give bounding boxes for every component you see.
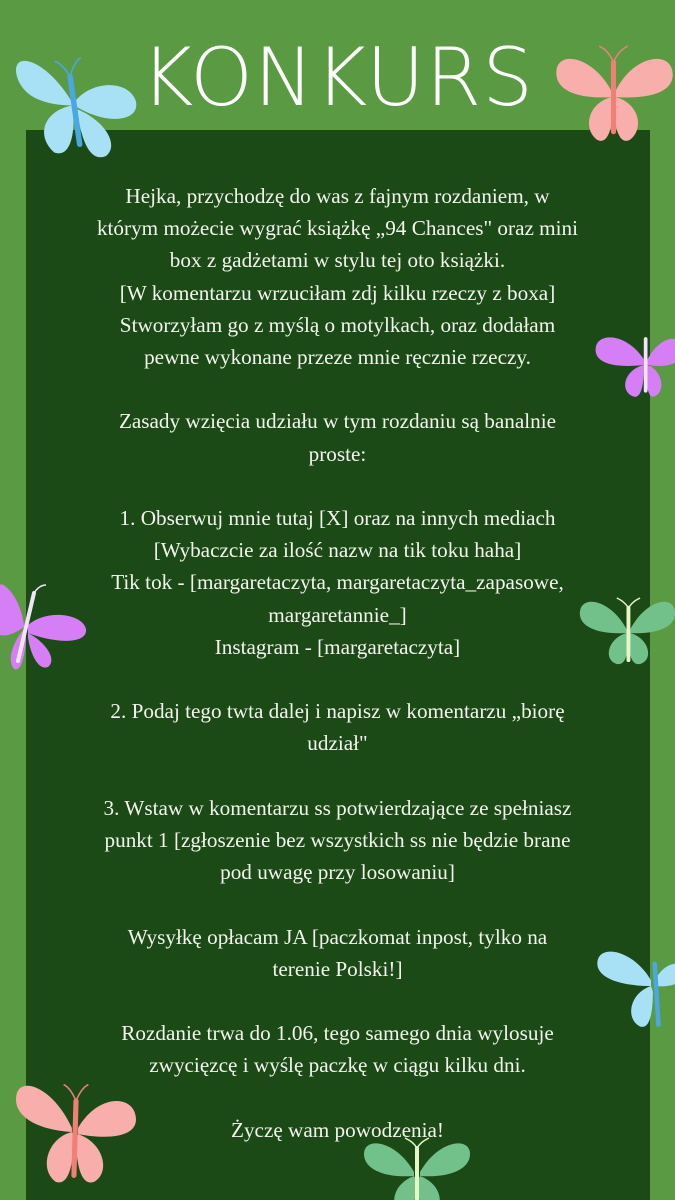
spacer bbox=[40, 373, 635, 405]
shipping-line: terenie Polski!] bbox=[272, 956, 403, 981]
rules-intro-line: proste: bbox=[308, 441, 367, 466]
post-content bbox=[40, 180, 635, 1146]
butterfly-icon bbox=[12, 1072, 140, 1190]
rule3-line: 3. Wstaw w komentarzu ss potwierdzające ze spełniasz bbox=[103, 795, 572, 820]
intro-line: Stworzyłam go z myślą o motylkach, oraz dodałam bbox=[119, 312, 556, 337]
rule2-line: 2. Podaj tego twta dalej i napisz w komentarzu „biorę bbox=[110, 699, 565, 724]
spacer bbox=[40, 985, 635, 1017]
intro-line: którym możecie wygrać książkę „94 Chances" oraz mini bbox=[96, 216, 579, 241]
butterfly-icon bbox=[552, 40, 675, 146]
intro-line: [W komentarzu wrzuciłam zdj kilku rzeczy z boxa] bbox=[119, 280, 556, 305]
butterfly-icon bbox=[594, 940, 675, 1032]
rule1-line: 1. Obserwuj mnie tutaj [X] oraz na innych mediach bbox=[119, 506, 556, 530]
shipping-line: Wysyłkę opłacam JA [paczkomat inpost, tylko na bbox=[127, 924, 548, 949]
rule3-line: punkt 1 [zgłoszenie bez wszystkich ss nie będzie brane bbox=[104, 828, 571, 852]
spacer bbox=[40, 663, 635, 695]
rule2-line: udział" bbox=[307, 731, 368, 756]
butterfly-icon bbox=[578, 596, 675, 666]
spacer bbox=[40, 470, 635, 502]
spacer bbox=[40, 760, 635, 792]
rule1-line: Tik tok - [margaretaczyta, margaretaczyta_zapasowe, bbox=[111, 570, 564, 595]
duration-line: Rozdanie trwa do 1.06, tego samego dnia wylosuje bbox=[121, 1021, 554, 1046]
rule1-line: margaretannie_] bbox=[268, 602, 407, 627]
butterfly-icon bbox=[0, 33, 148, 174]
intro-line: pewne wykonane przeze mnie ręcznie rzeczy. bbox=[144, 345, 531, 370]
rule1-line: [Wybaczcie za ilość nazw na tik toku haha] bbox=[153, 538, 522, 563]
page-title: KONKURS bbox=[140, 31, 535, 124]
closing-line: Życzę wam powodzenia! bbox=[231, 1117, 444, 1142]
rules-intro-line: Zasady wzięcia udziału w tym rozdaniu są banalnie bbox=[118, 409, 557, 434]
butterfly-icon bbox=[0, 575, 90, 675]
spacer bbox=[40, 888, 635, 920]
butterfly-icon bbox=[362, 1132, 472, 1200]
duration-line: zwycięzcę i wyślę paczkę w ciągu kilku dni. bbox=[149, 1053, 526, 1078]
intro-line: Hejka, przychodzę do was z fajnym rozdaniem, w bbox=[125, 184, 550, 208]
rule1-line: Instagram - [margaretaczyta] bbox=[214, 634, 461, 659]
butterfly-icon bbox=[592, 326, 675, 400]
rule3-line: pod uwagę przy losowaniu] bbox=[220, 860, 455, 885]
intro-line: box z gadżetami w stylu tej oto książki. bbox=[169, 248, 506, 273]
